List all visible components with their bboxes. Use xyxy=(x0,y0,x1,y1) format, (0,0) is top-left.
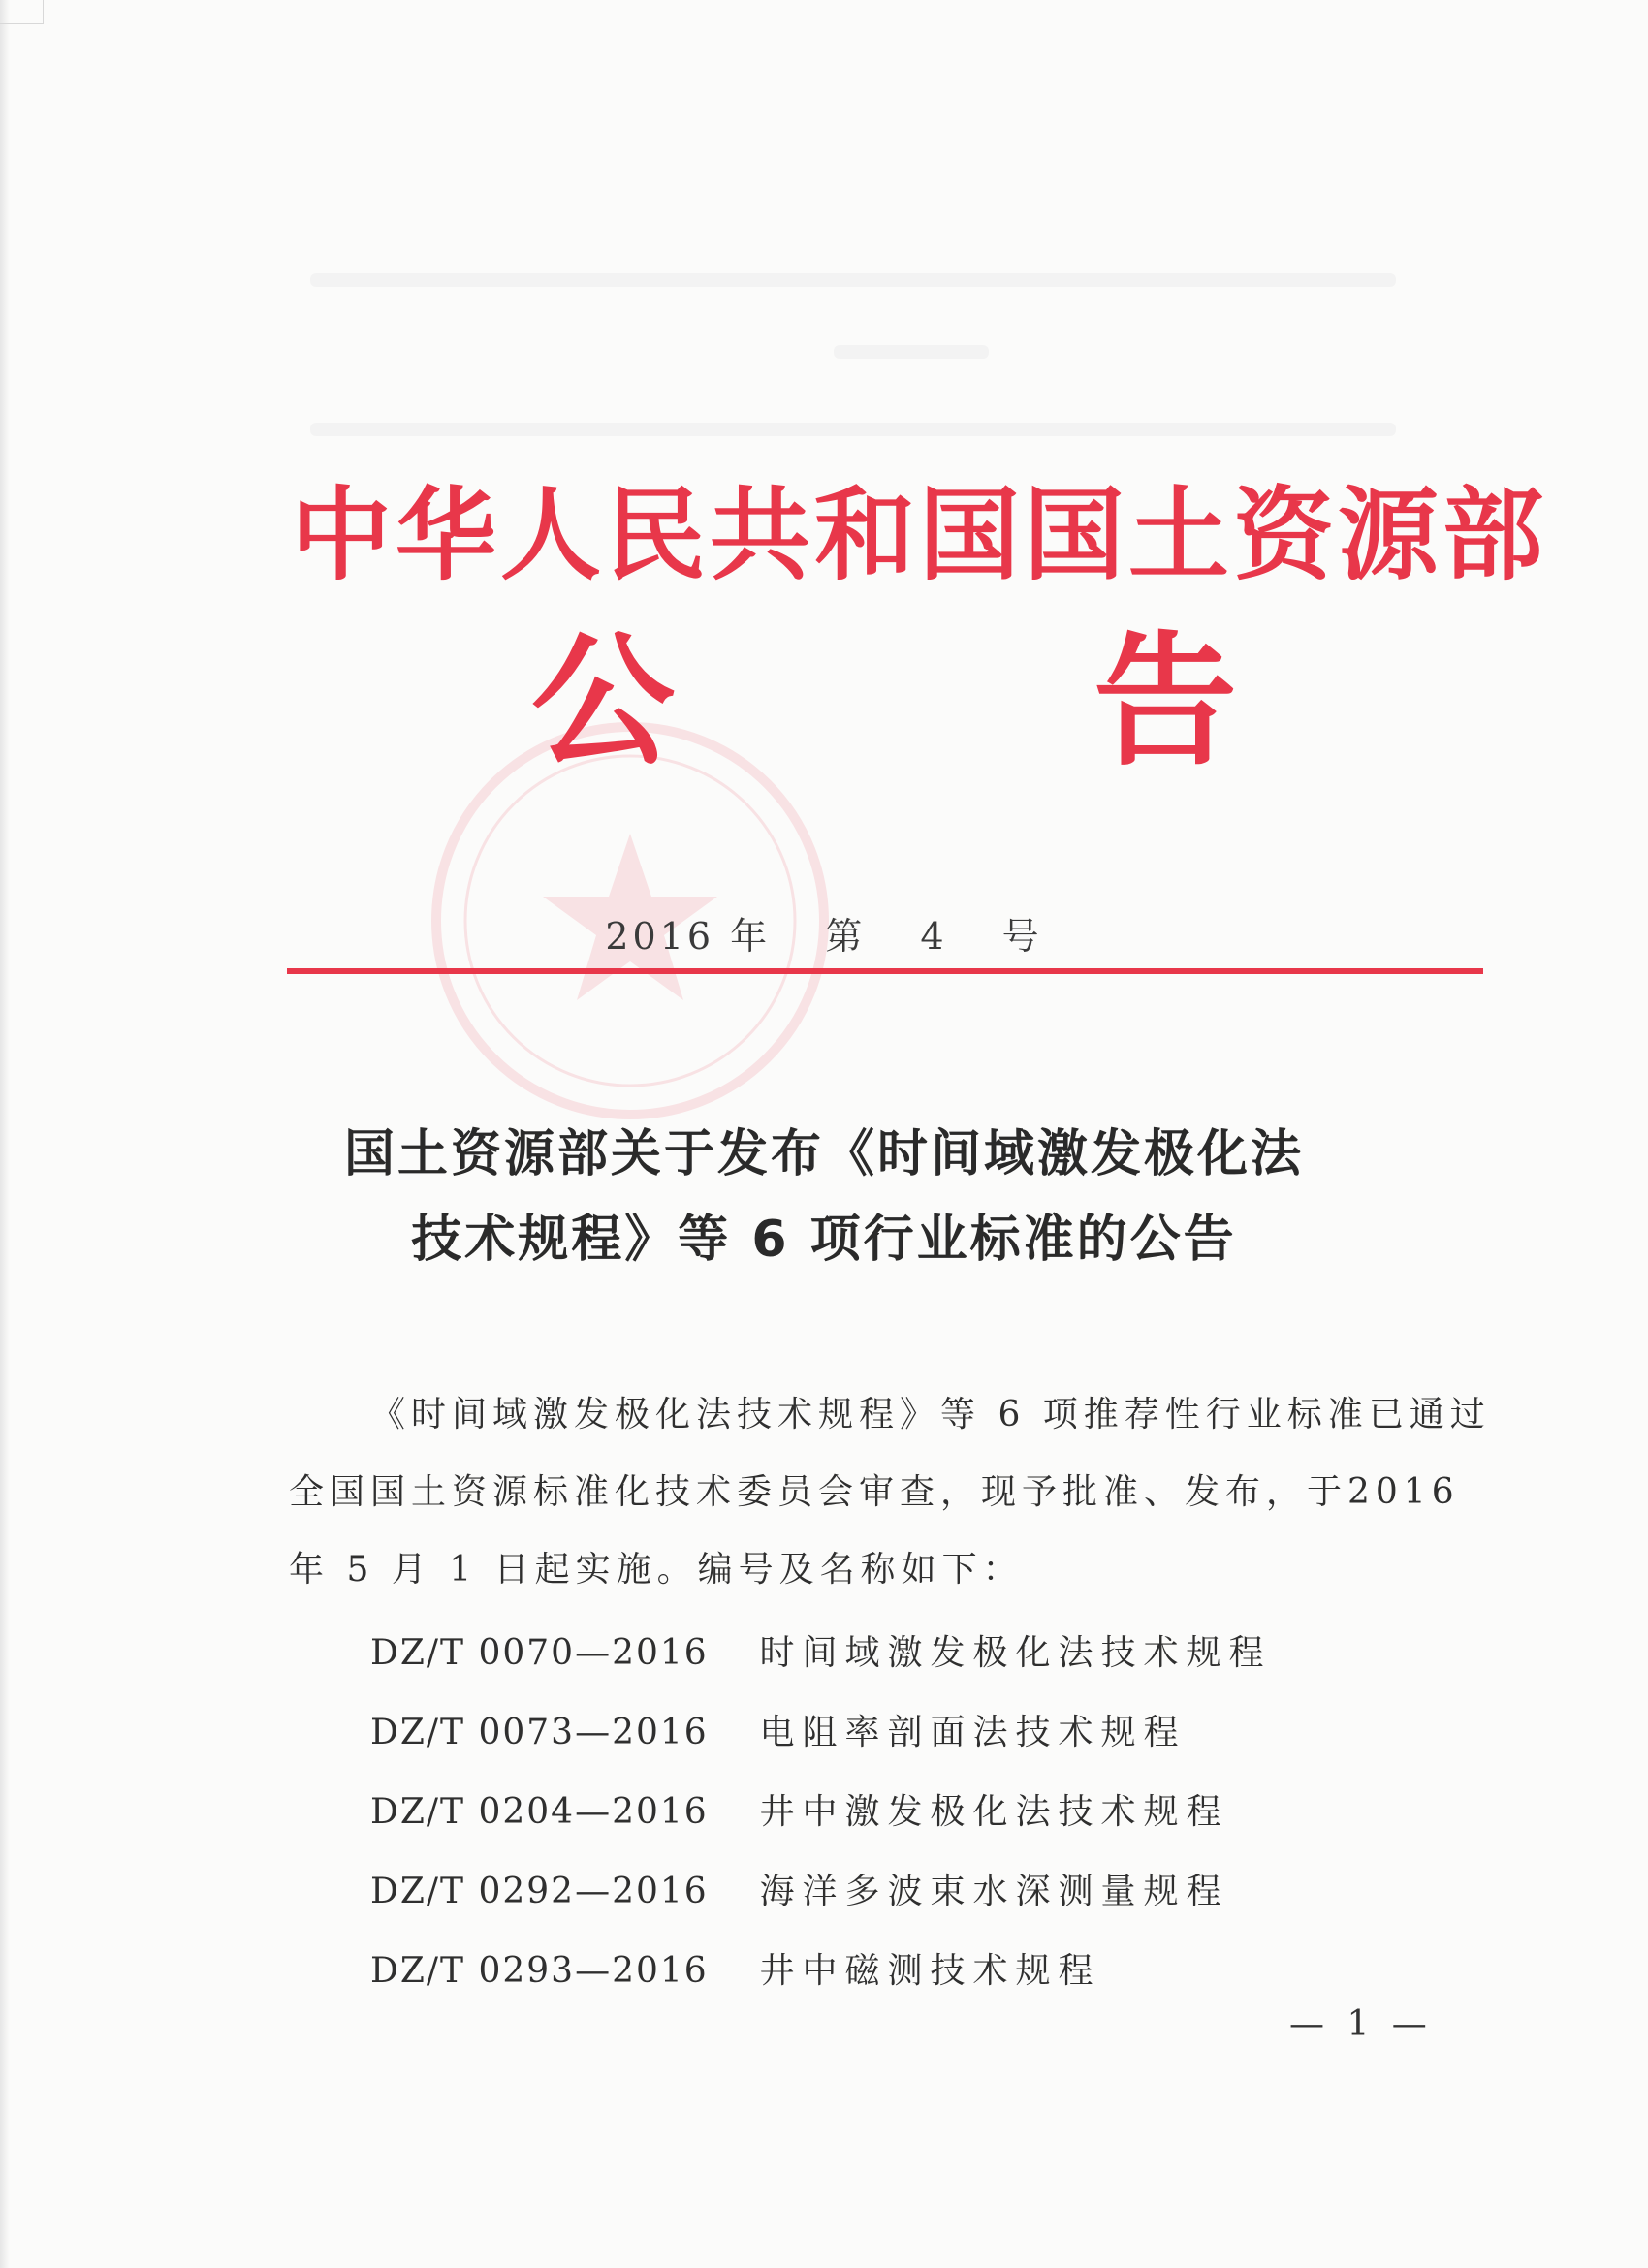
standards-list xyxy=(370,1614,1271,2011)
bleed-through-line xyxy=(310,273,1396,287)
doc-suffix: 号 xyxy=(1001,915,1043,958)
doc-ordinal: 第 xyxy=(825,915,867,958)
red-divider xyxy=(287,968,1483,974)
body-paragraph: 《时间域激发极化法技术规程》等 6 项推荐性行业标准已通过全国国土资源标准化技术委员会审查，现予批准、发布，于2016 年 5 月 1 日起实施。编号及名称如下： xyxy=(289,1395,1491,1590)
document-number xyxy=(0,906,1648,960)
bleed-through-line xyxy=(834,345,989,359)
standard-code: DZ/T 0073—2016 xyxy=(370,1713,709,1752)
doc-type-char-left: 公 xyxy=(531,618,675,785)
announcement-title-line-1: 国土资源部关于发布《时间域激发极化法 xyxy=(343,1125,1304,1183)
doc-number: 4 xyxy=(920,915,948,958)
standard-code: DZ/T 0204—2016 xyxy=(370,1792,709,1832)
issuer-name: 中华人民共和国国土资源部 xyxy=(291,476,1548,594)
page-number: — 1 — xyxy=(1289,2004,1433,2044)
standard-code: DZ/T 0292—2016 xyxy=(370,1872,709,1911)
standard-row xyxy=(370,1693,1271,1773)
standard-row xyxy=(370,1614,1271,1693)
standard-code: DZ/T 0070—2016 xyxy=(370,1633,709,1673)
standard-name: 海洋多波束水深测量规程 xyxy=(759,1872,1229,1911)
standard-name: 电阻率剖面法技术规程 xyxy=(759,1713,1187,1752)
standard-row xyxy=(370,1773,1271,1852)
bleed-through-line xyxy=(310,423,1396,436)
standard-name: 时间域激发极化法技术规程 xyxy=(759,1633,1272,1673)
announcement-title-line-2: 技术规程》等 6 项行业标准的公告 xyxy=(411,1211,1237,1269)
standard-row xyxy=(370,1932,1271,2011)
standard-name: 井中磁测技术规程 xyxy=(759,1951,1101,1991)
standard-name: 井中激发极化法技术规程 xyxy=(759,1792,1229,1832)
doc-year: 2016 年 xyxy=(605,915,772,958)
standard-code: DZ/T 0293—2016 xyxy=(370,1951,709,1991)
corner-mark xyxy=(0,0,44,24)
doc-type-char-right: 告 xyxy=(1093,618,1237,785)
body-paragraph-block xyxy=(289,1376,1491,1609)
standard-row xyxy=(370,1852,1271,1932)
